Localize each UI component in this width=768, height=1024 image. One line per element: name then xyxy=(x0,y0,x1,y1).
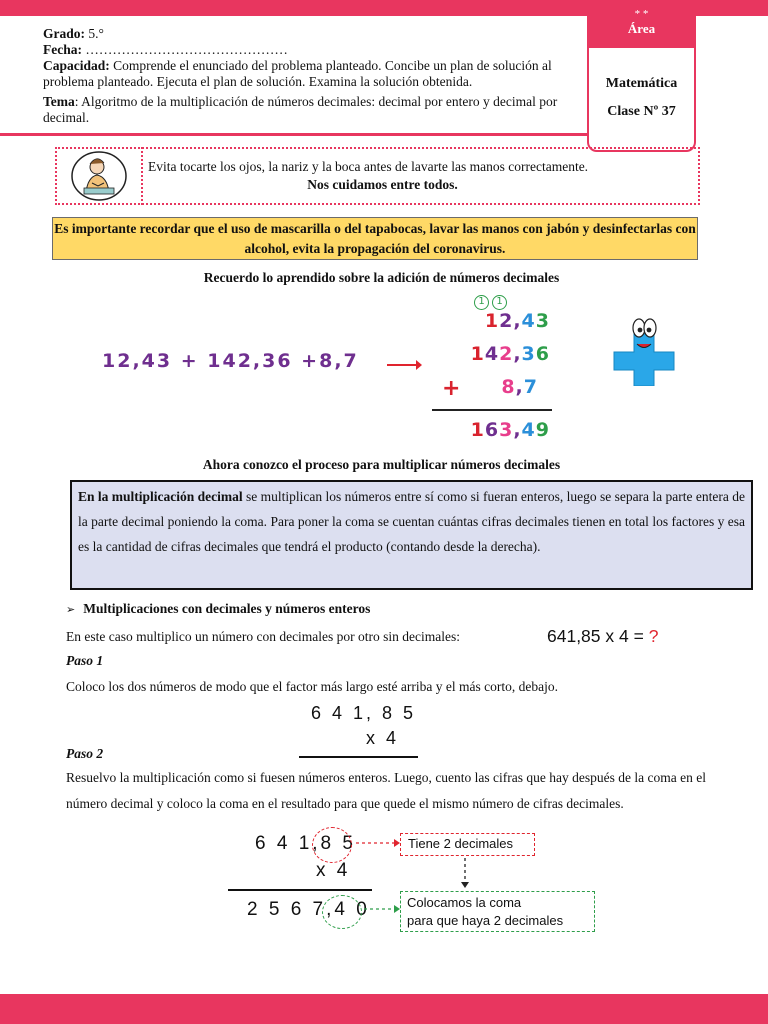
digit: , xyxy=(513,310,522,332)
digit: , xyxy=(513,343,522,365)
digit: 4 xyxy=(484,343,500,365)
bottom-bar xyxy=(0,994,768,1024)
step2-multiplier: x 4 xyxy=(316,860,351,881)
multiplication-section-title: Ahora conozco el proceso para multiplicar números decimales xyxy=(202,457,561,472)
arrow-to-note-green-icon xyxy=(364,904,400,914)
digit: 4 xyxy=(521,310,536,332)
grado-line: Grado: 5.° xyxy=(43,26,104,41)
digit: 1 xyxy=(470,419,485,441)
step2-line xyxy=(228,889,372,891)
tema-line: Tema: Algoritmo de la multiplicación de números decimales: decimal por entero y decimal por decimal. xyxy=(43,94,558,125)
digit: 4 xyxy=(521,419,536,441)
step1-line xyxy=(299,756,418,758)
sum-row xyxy=(458,419,550,441)
digit: 2 xyxy=(499,343,514,365)
fecha-line: Fecha: ……………………………………… xyxy=(43,42,288,57)
reminder-box: Es importante recordar que el uso de mascarilla o del tapabocas, lavar las manos con jabón y desinfectarlas con alcohol, evita la propagación del coronavirus. xyxy=(52,217,698,260)
digit: 9 xyxy=(535,419,550,441)
hygiene-text: Evita tocarte los ojos, la nariz y la boca antes de lavarte las manos correctamente. Nos cuidamos entre todos. xyxy=(148,159,589,192)
digit: 1 xyxy=(484,310,500,332)
digit: 3 xyxy=(521,343,536,365)
step1-text: Coloco los dos números de modo que el factor más largo esté arriba y el más corto, debajo. xyxy=(66,679,558,694)
digit: , xyxy=(515,376,524,398)
digit: 6 xyxy=(535,343,550,365)
handwashing-illustration-icon xyxy=(70,150,128,202)
digit: 6 xyxy=(484,419,500,441)
carry-digits xyxy=(474,295,507,310)
arrow-down-icon xyxy=(460,858,470,888)
note-decimals: Tiene 2 decimales xyxy=(400,833,535,856)
decimals-circle-top xyxy=(312,827,352,863)
capacidad-line: Capacidad: Comprende el enunciado del problema planteado. Concibe un plan de solución al problema planteado. Ejecuta el plan de solución. Examina la solución obtenida. xyxy=(43,58,552,89)
hygiene-divider xyxy=(141,147,143,205)
step1-top-number: 6 4 1, 8 5 xyxy=(311,703,417,723)
digit: 2 xyxy=(499,310,514,332)
area-subject: Matemática Clase Nº 37 xyxy=(605,76,678,119)
decimals-circle-result xyxy=(322,895,362,929)
problem-statement: 641,85 x 4 = ? xyxy=(547,626,659,646)
addend-row-3 xyxy=(480,376,538,398)
addend-row-2 xyxy=(458,343,550,365)
step2-label: Paso 2 xyxy=(66,746,104,761)
digit: 3 xyxy=(535,310,550,332)
step2-result: 2 5 6 7,4 0 xyxy=(247,899,370,920)
multiplication-info-box: En la multiplicación decimal se multiplican los números entre sí como si fueran enteros, luego se separa la parte entera de la parte decimal poniendo la coma. Para poner la coma se cuentan cuántas cifras decimales tienen en total los factores y esa es la cantidad de cifras decimales que tendrá el producto (contando desde la derecha). xyxy=(70,480,753,590)
addition-expression: 12,43 + 142,36 +8,7 xyxy=(102,350,359,372)
step1-multiplier: x 4 xyxy=(366,728,400,748)
carry-1: 1 xyxy=(474,295,489,310)
arrow-to-note-red-icon xyxy=(356,838,400,848)
plus-mascot-icon xyxy=(612,314,676,386)
digit: 8 xyxy=(501,376,516,398)
subsection-intro: En este caso multiplico un número con decimales por otro sin decimales: xyxy=(66,629,461,644)
area-header: * * Área xyxy=(589,0,694,48)
addend-row-1 xyxy=(480,310,550,332)
sum-line xyxy=(432,409,552,411)
digit: 1 xyxy=(470,343,485,365)
step2-top-number: 6 4 1,8 5 xyxy=(255,833,356,854)
header-info xyxy=(43,26,583,126)
plus-sign: + xyxy=(442,376,462,401)
bullet-arrow-icon: ➢ xyxy=(66,603,76,616)
digit: , xyxy=(513,419,522,441)
digit: 3 xyxy=(499,419,514,441)
digit: 7 xyxy=(523,376,538,398)
subsection-heading: ➢ Multiplicaciones con decimales y números enteros xyxy=(66,601,371,616)
carry-2: 1 xyxy=(492,295,507,310)
addition-section-title: Recuerdo lo aprendido sobre la adición de números decimales xyxy=(203,270,560,285)
step1-label: Paso 1 xyxy=(66,653,104,668)
header-divider xyxy=(0,133,590,136)
arrow-right-icon xyxy=(386,358,422,372)
step2-text: Resuelvo la multiplicación como si fuesen números enteros. Luego, cuento las cifras que hay después de la coma en el número decimal y coloco la coma en el resultado para que quede el mismo número de cifras decimales. xyxy=(66,770,706,811)
note-comma: Colocamos la coma para que haya 2 decimales xyxy=(400,891,595,932)
